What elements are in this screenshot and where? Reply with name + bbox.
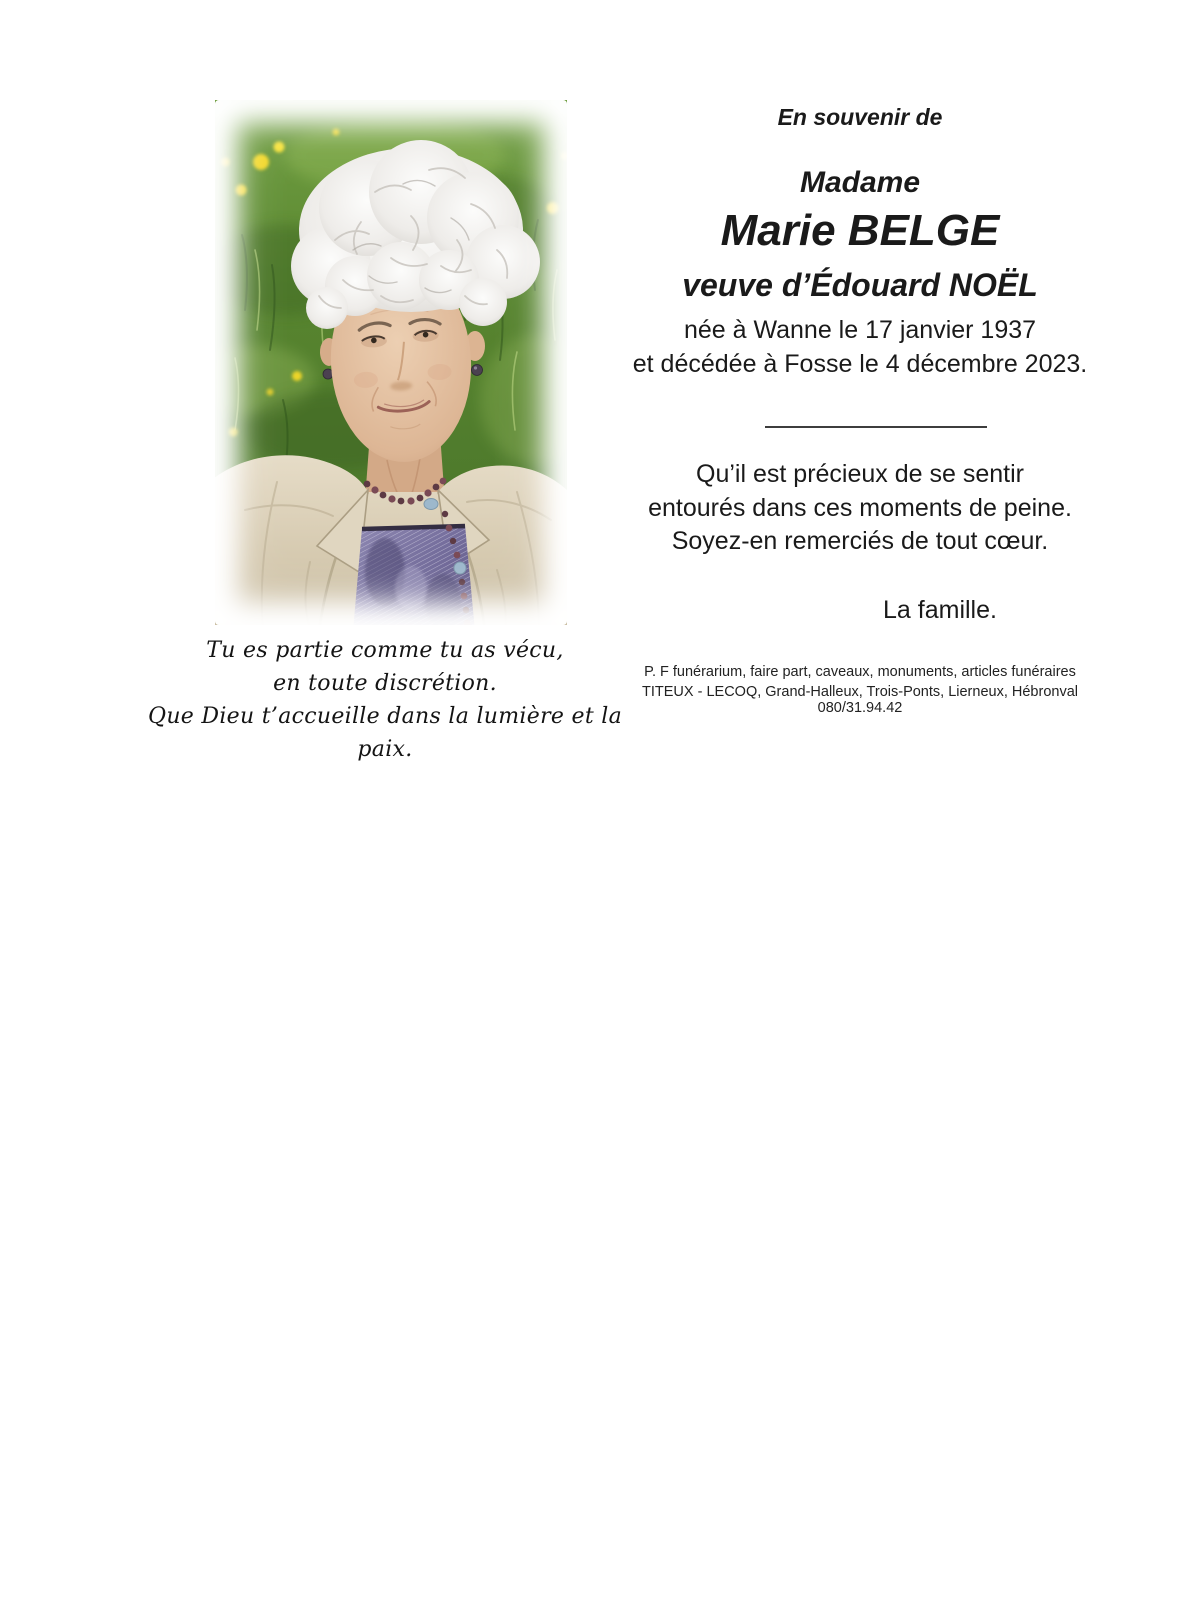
epitaph-line-3: Que Dieu t’accueille dans la lumière et la paix.: [147, 704, 623, 762]
epitaph-line-1: Tu es partie comme tu as vécu,: [206, 638, 564, 663]
death-line: et décédée à Fosse le 4 décembre 2023.: [632, 350, 1088, 378]
portrait-photo: [215, 100, 567, 625]
thanks-line-1: Qu’il est précieux de se sentir: [696, 460, 1024, 488]
widow-of-line: veuve d’Édouard NOËL: [682, 267, 1038, 303]
funeral-home-services-line: P. F funérarium, faire part, caveaux, monuments, articles funéraires: [644, 664, 1076, 680]
birth-line: née à Wanne le 17 janvier 1937: [683, 316, 1037, 344]
thanks-line-3: Soyez-en remerciés de tout cœur.: [671, 527, 1049, 555]
in-memoriam-label: En souvenir de: [777, 104, 943, 130]
funeral-home-contact-line: TITEUX - LECOQ, Grand-Halleux, Trois-Ponts, Lierneux, Hébronval 080/31.94.42: [642, 684, 1078, 716]
blouse: [353, 525, 475, 625]
epitaph-line-2: en toute discrétion.: [273, 671, 497, 696]
portrait-illustration: [215, 100, 567, 625]
family-signature: La famille.: [883, 596, 997, 624]
pendant-bead: [424, 499, 438, 510]
memorial-text-column: [620, 104, 1100, 724]
epitaph-verse: [120, 634, 650, 766]
thanks-line-2: entourés dans ces moments de peine.: [648, 494, 1072, 522]
honorific: Madame: [799, 166, 921, 199]
divider-line: [765, 412, 987, 428]
deceased-name: Marie BELGE: [720, 206, 1000, 255]
earring-right: [472, 365, 483, 376]
